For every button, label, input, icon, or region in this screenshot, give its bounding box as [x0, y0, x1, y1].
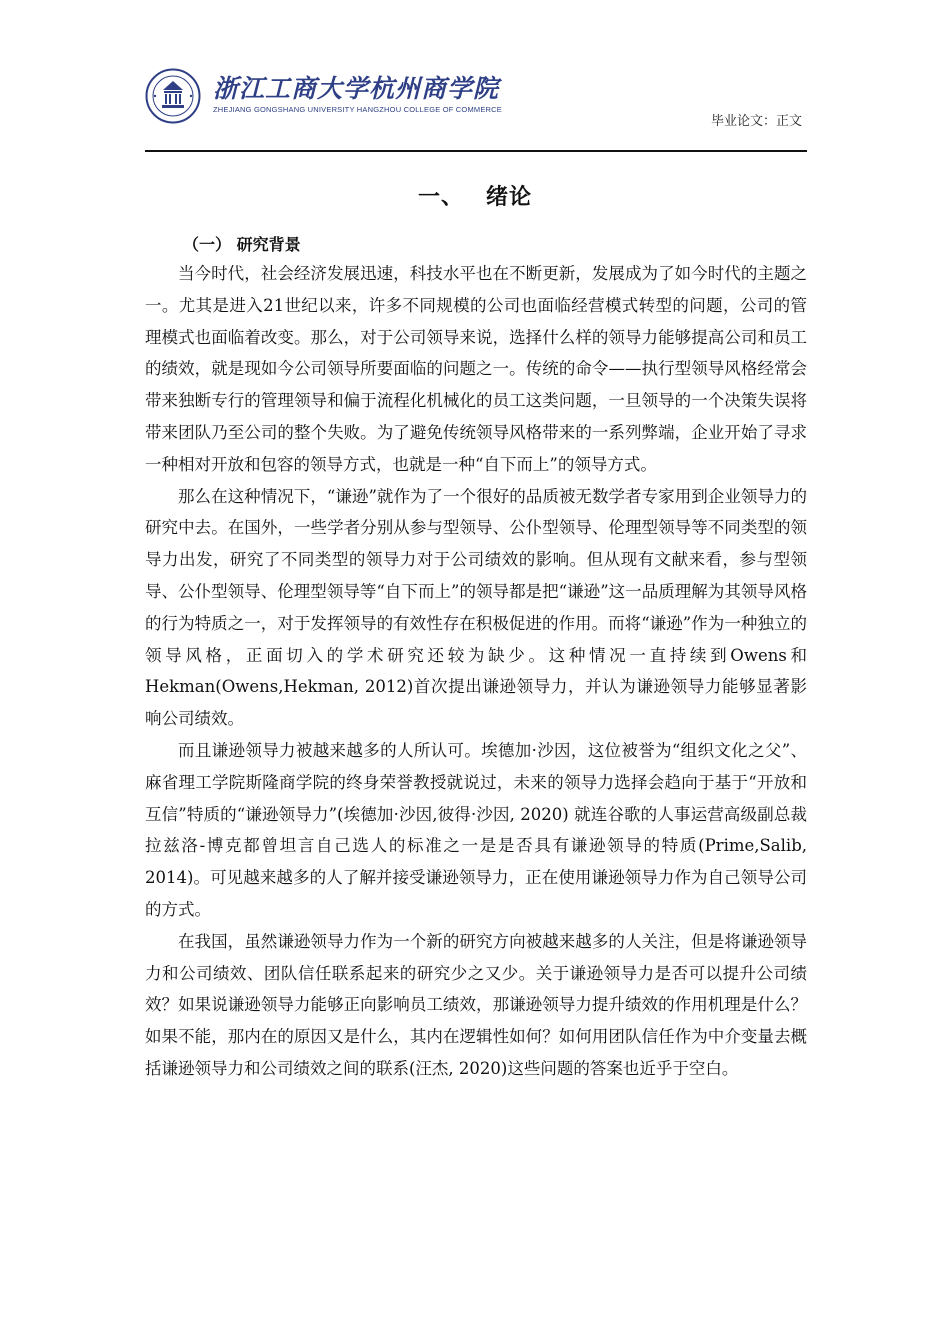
university-seal-icon — [145, 68, 201, 124]
page-header — [145, 66, 807, 152]
paragraph-2: 那么在这种情况下，“谦逊”就作为了一个很好的品质被无数学者专家用到企业领导力的研究中去。在国外，一些学者分别从参与型领导、公仆型领导、伦理型领导等不同类型的领导力出发，研究了不同类型的领导力对于公司绩效的影响。但从现有文献来看，参与型领导、公仆型领导、伦理型领导等“自下而上”的领导都是把“谦逊”这一品质理解为其领导风格的行为特质之一，对于发挥领导的有效性存在积极促进的作用。而将“谦逊”作为一种独立的领导风格，正面切入的学术研究还较为缺少。这种情况一直持续到Owens和Hekman(Owens,Hekman, 2012)首次提出谦逊领导力，并认为谦逊领导力能够显著影响公司绩效。 — [145, 486, 807, 729]
section-title: （一） 研究背景 — [183, 235, 301, 254]
header-rule — [145, 150, 807, 152]
chapter-title — [0, 180, 950, 211]
paragraph-1: 当今时代，社会经济发展迅速，科技水平也在不断更新，发展成为了如今时代的主题之一。尤其是进入21世纪以来，许多不同规模的公司也面临经营模式转型的问题，公司的管理模式也面临着改变。那么，对于公司领导来说，选择什么样的领导力能够提高公司和员工的绩效，就是现如今公司领导所要面临的问题之一。传统的命令——执行型领导风格经常会带来独断专行的管理领导和偏于流程化机械化的员工这类问题，一旦领导的一个决策失误将带来团队乃至公司的整个失败。为了避免传统领导风格带来的一系列弊端，企业开始了寻求一种相对开放和包容的领导方式，也就是一种“自下而上”的领导方式。 — [145, 264, 807, 474]
paragraph-3: 而且谦逊领导力被越来越多的人所认可。埃德加·沙因，这位被誉为“组织文化之父”、麻省理工学院斯隆商学院的终身荣誉教授就说过，未来的领导力选择会趋向于基于“开放和互信”特质的“谦逊领导力”(埃德加·沙因,彼得·沙因, 2020) 就连谷歌的人事运营高级副总裁拉兹洛-博克都曾坦言自己选人的标准之一是是否具有谦逊领导的特质(Prime,Salib, 2014)。可见越来越多的人了解并接受谦逊领导力，正在使用谦逊领导力作为自己领导公司的方式。 — [145, 740, 807, 919]
paragraph-4: 在我国，虽然谦逊领导力作为一个新的研究方向被越来越多的人关注，但是将谦逊领导力和公司绩效、团队信任联系起来的研究少之又少。关于谦逊领导力是否可以提升公司绩效？如果说谦逊领导力能够正向影响员工绩效，那谦逊领导力提升绩效的作用机理是什么？如果不能，那内在的原因又是什么，其内在逻辑性如何？如何用团队信任作为中介变量去概括谦逊领导力和公司绩效之间的联系(汪杰, 2020)这些问题的答案也近乎于空白。 — [145, 931, 807, 1078]
school-name-en: ZHEJIANG GONGSHANG UNIVERSITY HANGZHOU COLLEGE OF COMMERCE — [213, 105, 502, 114]
body-text — [145, 258, 807, 1085]
university-logo — [213, 74, 502, 114]
chapter-number: 一、 — [417, 185, 464, 210]
chapter-name: 绪论 — [486, 185, 533, 210]
running-head: 毕业论文：正文 — [710, 114, 802, 129]
school-name-cn: 浙江工商大学杭州商学院 — [213, 74, 500, 103]
